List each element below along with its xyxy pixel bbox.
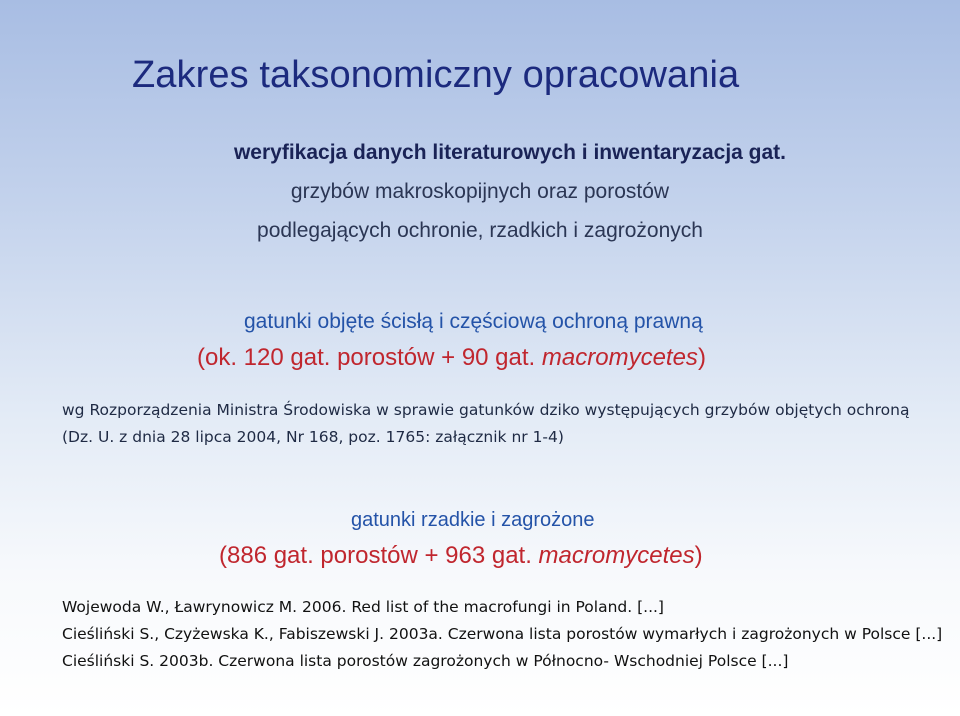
protected-species-counts [197, 344, 706, 372]
subtitle-line-3: podlegających ochronie, rzadkich i zagrożonych [257, 219, 703, 242]
rare-counts-prefix: (886 gat. porostów + 963 gat. [219, 542, 539, 569]
reference-item: Cieśliński S. 2003b. Czerwona lista porostów zagrożonych w Północno- Wschodniej Polsce [...] [62, 652, 789, 670]
protected-counts-prefix: (ok. 120 gat. porostów + 90 gat. [197, 344, 542, 371]
rare-species-counts [219, 542, 703, 570]
slide-title: Zakres taksonomiczny opracowania [132, 54, 740, 96]
regulation-note-line-2: (Dz. U. z dnia 28 lipca 2004, Nr 168, poz. 1765: załącznik nr 1-4) [62, 428, 564, 446]
subtitle-line-1: weryfikacja danych literaturowych i inwentaryzacja gat. [233, 141, 787, 164]
regulation-note-line-1: wg Rozporządzenia Ministra Środowiska w sprawie gatunków dziko występujących grzybów objętych ochroną [62, 401, 910, 419]
protected-counts-italic: macromycetes [541, 344, 698, 371]
rare-counts-italic: macromycetes [538, 542, 695, 569]
reference-item: Wojewoda W., Ławrynowicz M. 2006. Red list of the macrofungi in Poland. [...] [62, 598, 664, 616]
rare-counts-suffix: ) [694, 542, 703, 569]
protected-counts-suffix: ) [697, 344, 706, 371]
protected-species-heading: gatunki objęte ścisłą i częściową ochroną prawną [244, 310, 703, 333]
rare-species-heading: gatunki rzadkie i zagrożone [351, 509, 595, 531]
subtitle-line-2: grzybów makroskopijnych oraz porostów [290, 180, 670, 203]
reference-item: Cieśliński S., Czyżewska K., Fabiszewski J. 2003a. Czerwona lista porostów wymarłych i zagrożonych w Polsce [...] [62, 625, 943, 643]
